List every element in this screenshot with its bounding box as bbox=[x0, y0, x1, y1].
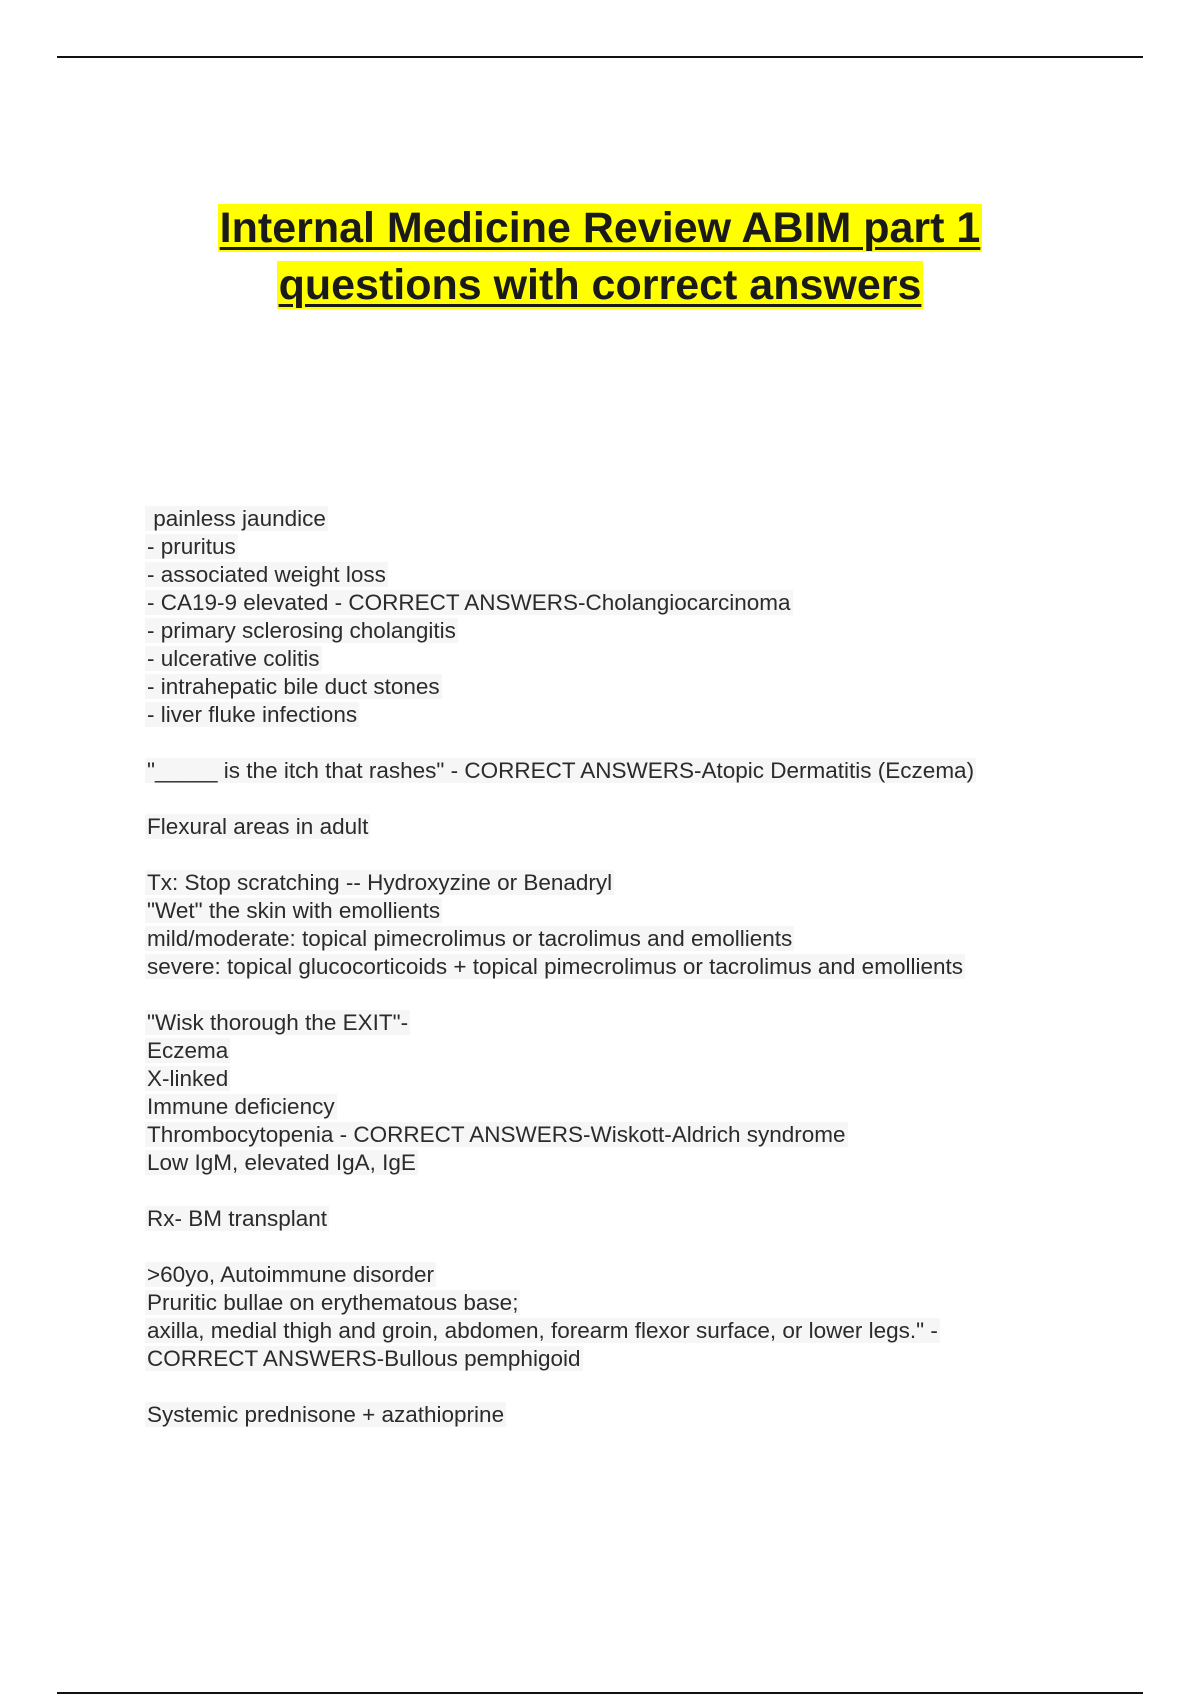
note-block-prednisone bbox=[145, 1401, 1145, 1429]
text-line: Immune deficiency bbox=[147, 1094, 335, 1119]
text-line: axilla, medial thigh and groin, abdomen, forearm flexor surface, or lower legs." - bbox=[147, 1318, 938, 1343]
qa-block-cholangiocarcinoma bbox=[145, 505, 1145, 729]
text-line: X-linked bbox=[147, 1066, 229, 1091]
text-line: - intrahepatic bile duct stones bbox=[147, 674, 440, 699]
top-divider bbox=[57, 56, 1143, 58]
text-line: - liver fluke infections bbox=[147, 702, 358, 727]
text-line: painless jaundice bbox=[147, 506, 326, 531]
text-line: - primary sclerosing cholangitis bbox=[147, 618, 456, 643]
text-line: Pruritic bullae on erythematous base; bbox=[147, 1290, 519, 1315]
note-block-bm-transplant bbox=[145, 1205, 1145, 1233]
text-line: mild/moderate: topical pimecrolimus or tacrolimus and emollients bbox=[147, 926, 793, 951]
text-line: - ulcerative colitis bbox=[147, 646, 320, 671]
qa-block-atopic-dermatitis bbox=[145, 757, 1145, 785]
title-line-1: Internal Medicine Review ABIM part 1 bbox=[219, 204, 981, 252]
qa-block-wiskott-aldrich bbox=[145, 1009, 1145, 1177]
text-line: Low IgM, elevated IgA, IgE bbox=[147, 1150, 416, 1175]
qa-block-bullous-pemphigoid bbox=[145, 1261, 1145, 1373]
text-line: Systemic prednisone + azathioprine bbox=[147, 1402, 505, 1427]
text-line: - associated weight loss bbox=[147, 562, 386, 587]
text-line: Flexural areas in adult bbox=[147, 814, 369, 839]
bottom-divider bbox=[57, 1692, 1143, 1694]
text-line: Rx- BM transplant bbox=[147, 1206, 328, 1231]
note-block-flexural bbox=[145, 813, 1145, 841]
text-line: >60yo, Autoimmune disorder bbox=[147, 1262, 435, 1287]
note-block-treatment bbox=[145, 869, 1145, 981]
text-line: "_____ is the itch that rashes" - CORRECT ANSWERS-Atopic Dermatitis (Eczema) bbox=[147, 758, 975, 783]
text-line: CORRECT ANSWERS-Bullous pemphigoid bbox=[147, 1346, 581, 1371]
text-line: - CA19-9 elevated - CORRECT ANSWERS-Cholangiocarcinoma bbox=[147, 590, 791, 615]
text-line: "Wet" the skin with emollients bbox=[147, 898, 441, 923]
text-line: Eczema bbox=[147, 1038, 229, 1063]
text-line: "Wisk thorough the EXIT"- bbox=[147, 1010, 409, 1035]
document-title bbox=[0, 200, 1200, 314]
text-line: severe: topical glucocorticoids + topical pimecrolimus or tacrolimus and emollients bbox=[147, 954, 963, 979]
document-body bbox=[145, 505, 1145, 1457]
title-line-2: questions with correct answers bbox=[278, 261, 922, 309]
text-line: - pruritus bbox=[147, 534, 236, 559]
text-line: Tx: Stop scratching -- Hydroxyzine or Benadryl bbox=[147, 870, 613, 895]
text-line: Thrombocytopenia - CORRECT ANSWERS-Wiskott-Aldrich syndrome bbox=[147, 1122, 846, 1147]
